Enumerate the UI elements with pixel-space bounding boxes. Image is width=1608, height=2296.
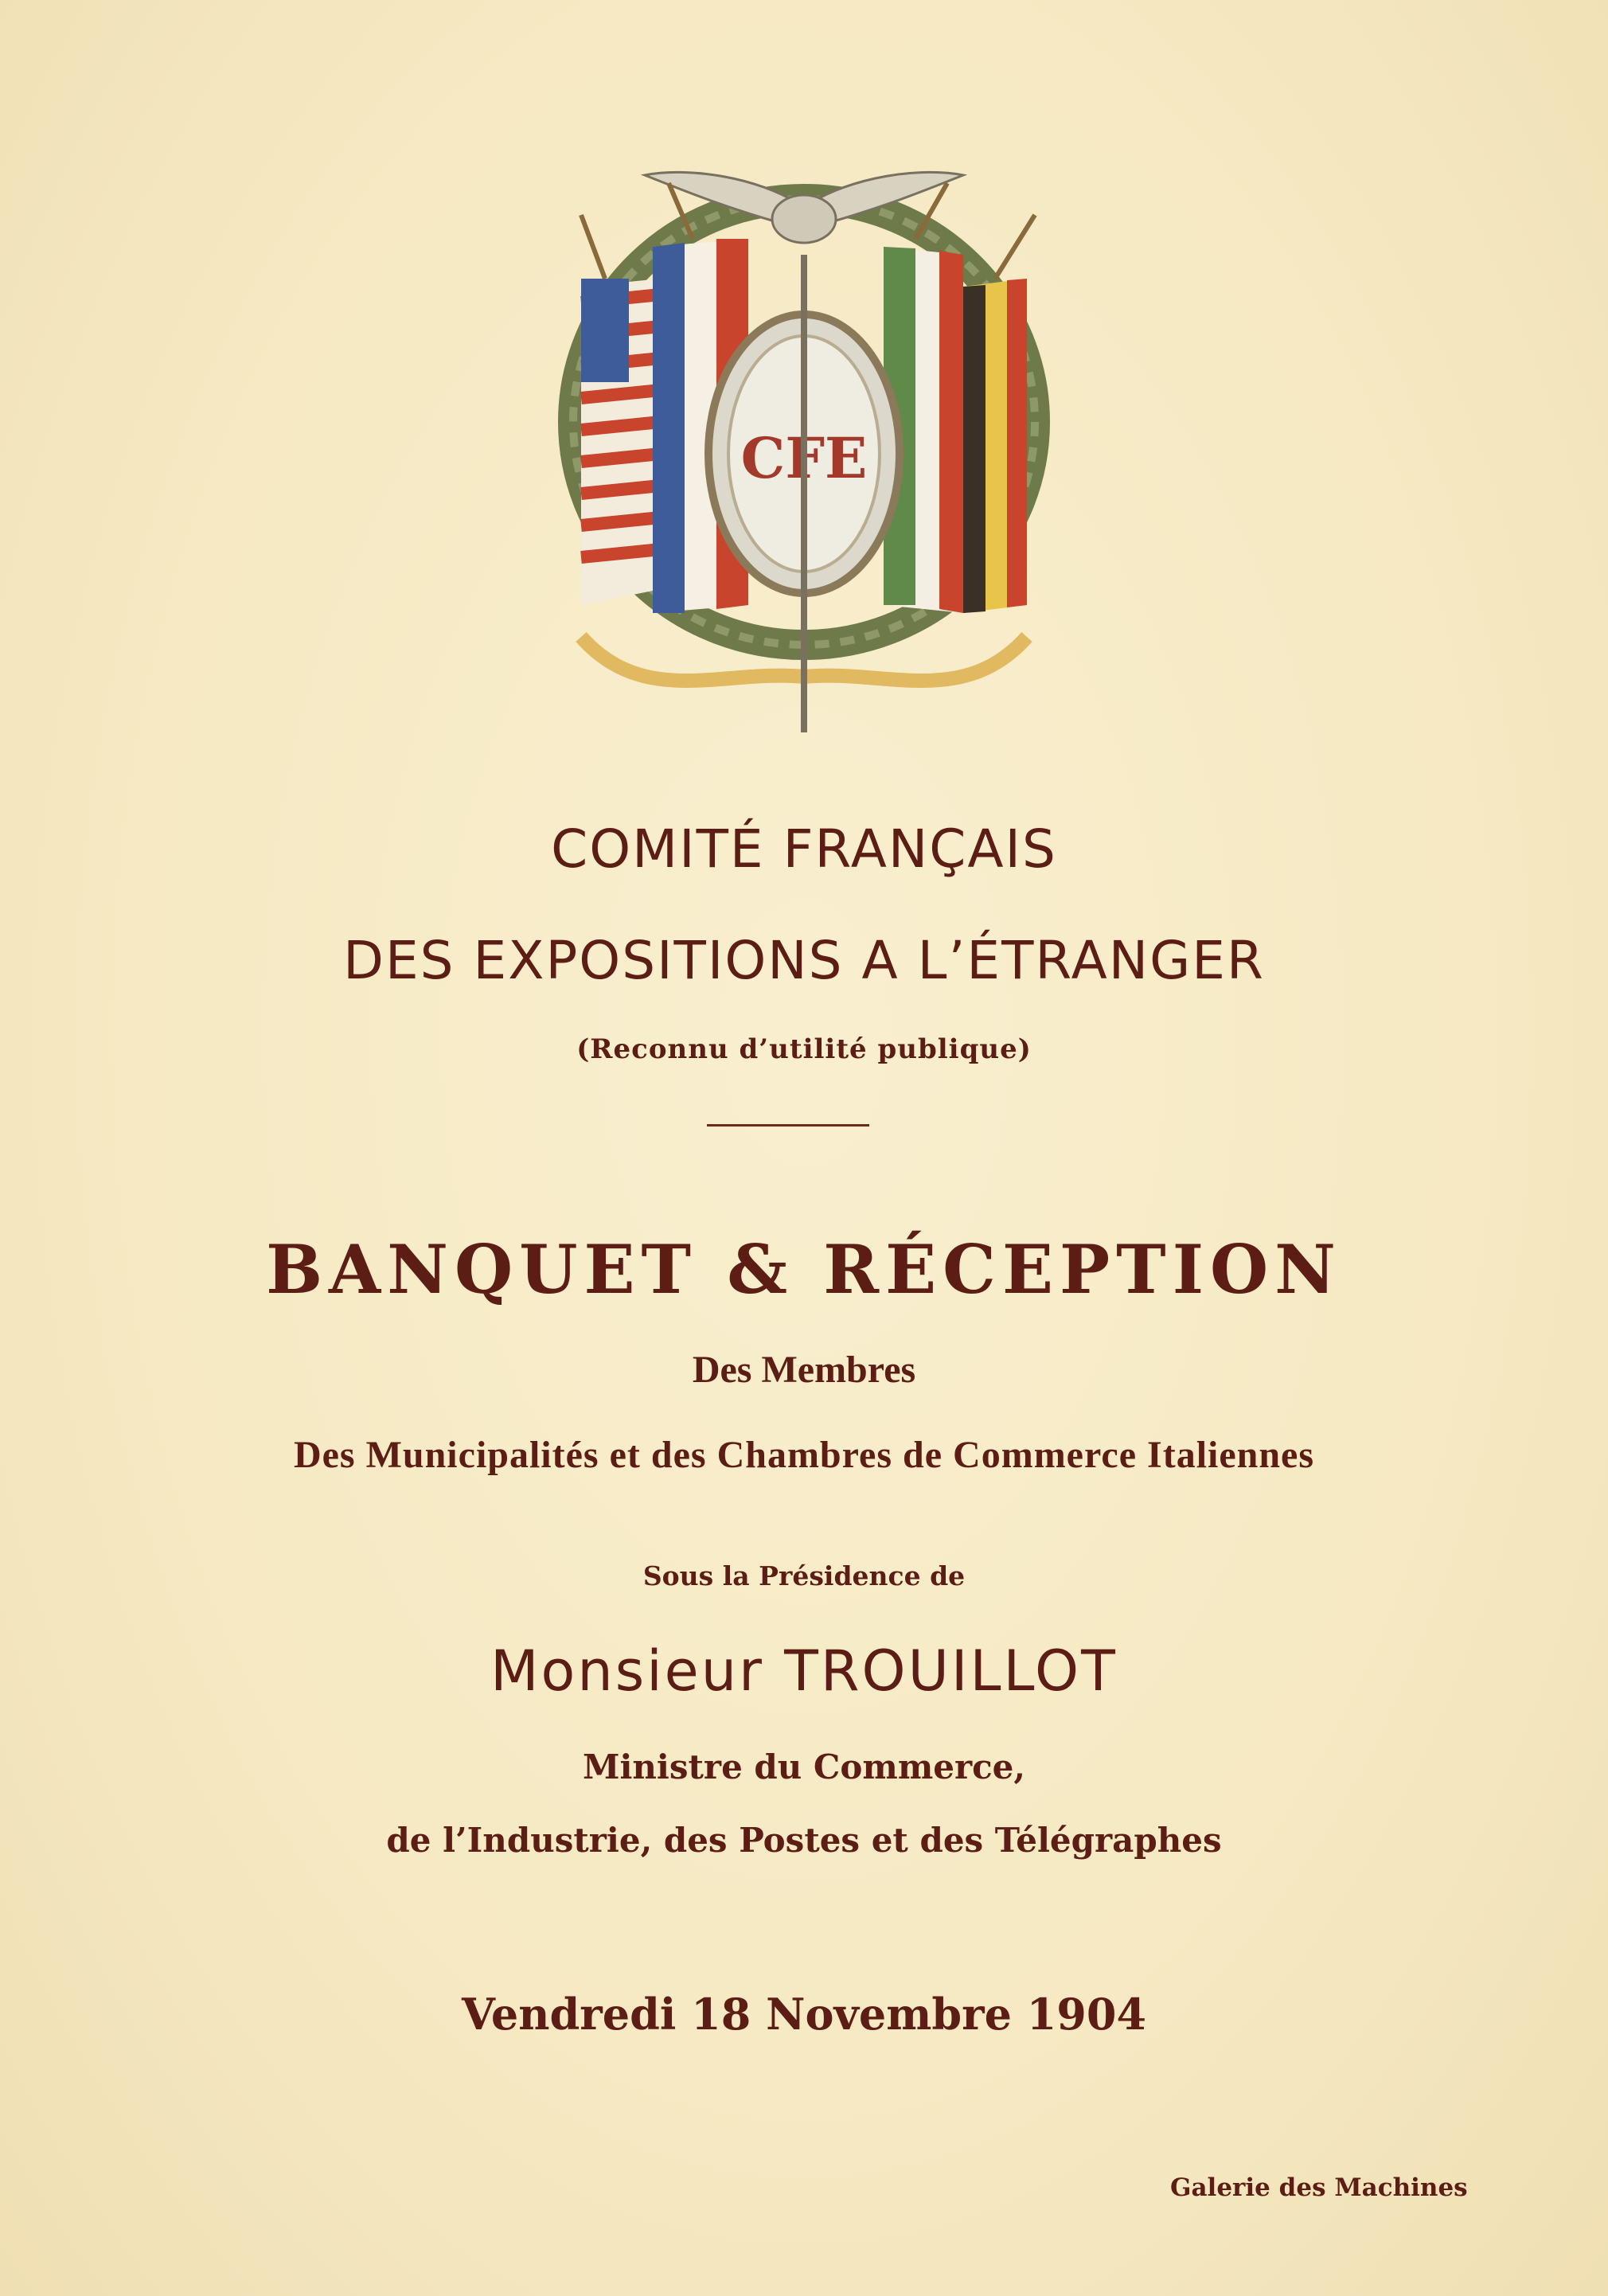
president-name: Monsieur TROUILLOT <box>490 1638 1118 1704</box>
president-role-line2: de l’Industrie, des Postes et des Télégraphes <box>386 1821 1222 1860</box>
presidency-intro: Sous la Présidence de <box>642 1560 966 1591</box>
flags-coat-of-arms-icon <box>549 159 1059 748</box>
president-role-line1: Ministre du Commerce, <box>582 1747 1026 1786</box>
committee-title-line1: COMITÉ FRANÇAIS <box>551 818 1057 880</box>
public-utility-note: (Reconnu d’utilité publique) <box>576 1033 1032 1065</box>
emblem-monogram: CFE <box>740 425 868 491</box>
committee-title-line2: DES EXPOSITIONS A L’ÉTRANGER <box>343 930 1265 991</box>
event-subtitle-municipalities: Des Municipalités et des Chambres de Commerce Italiennes <box>293 1434 1315 1476</box>
venue-label: Galerie des Machines <box>1170 2173 1468 2202</box>
event-title: BANQUET & RÉCEPTION <box>266 1230 1342 1309</box>
divider <box>707 1124 869 1127</box>
event-subtitle-members: Des Membres <box>692 1349 916 1391</box>
event-date: Vendredi 18 Novembre 1904 <box>461 1989 1147 2040</box>
